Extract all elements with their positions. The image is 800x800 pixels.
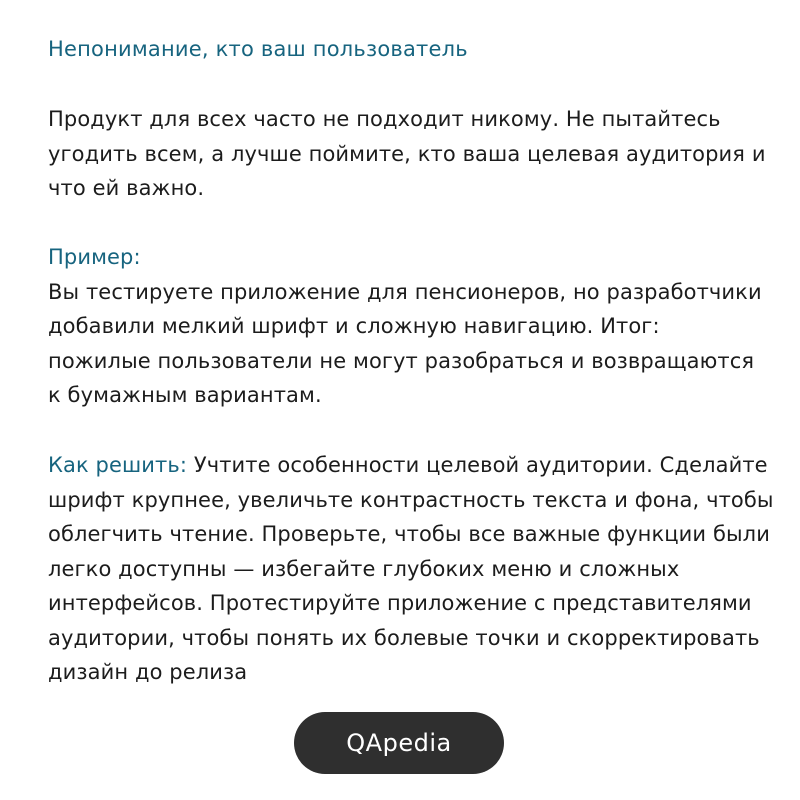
- paragraph-line: [48, 448, 768, 483]
- example-label: Пример:: [48, 245, 141, 269]
- solution-label: Как решить:: [48, 453, 188, 477]
- paragraph-line: к бумажным вариантам.: [48, 383, 322, 407]
- paragraph-line: пожилые пользователи не могут разобраться и возвращаются: [48, 348, 755, 373]
- paragraph-line: легко доступны — избегайте глубоких меню и сложных: [48, 556, 680, 581]
- paragraph-line: добавили мелкий шрифт и сложную навигацию. Итог:: [48, 314, 660, 338]
- paragraph-line: Продукт для всех часто не подходит никому. Не пытайтесь: [48, 107, 721, 131]
- intro-paragraph: [48, 102, 768, 206]
- brand-badge: QApedia: [294, 712, 504, 774]
- solution-first-line: Учтите особенности целевой аудитории. Сделайте: [187, 453, 768, 477]
- section-heading: Непонимание, кто ваш пользователь: [48, 37, 468, 61]
- paragraph-line: аудитории, чтобы понять их болевые точки и скорректировать: [48, 625, 760, 650]
- paragraph-line: Вы тестируете приложение для пенсионеров, но разработчики: [48, 279, 762, 304]
- paragraph-line: облегчить чтение. Проверьте, чтобы все важные функции были: [48, 522, 770, 546]
- paragraph-line: что ей важно.: [48, 176, 205, 200]
- solution-paragraph: [48, 448, 774, 690]
- example-paragraph: [48, 240, 768, 413]
- paragraph-line: угодить всем, а лучше поймите, кто ваша целевая аудитория и: [48, 141, 766, 166]
- paragraph-line: интерфейсов. Протестируйте приложение с представителями: [48, 591, 752, 615]
- paragraph-line: дизайн до релиза: [48, 660, 248, 684]
- paragraph-line: шрифт крупнее, увеличьте контрастность текста и фона, чтобы: [48, 487, 774, 512]
